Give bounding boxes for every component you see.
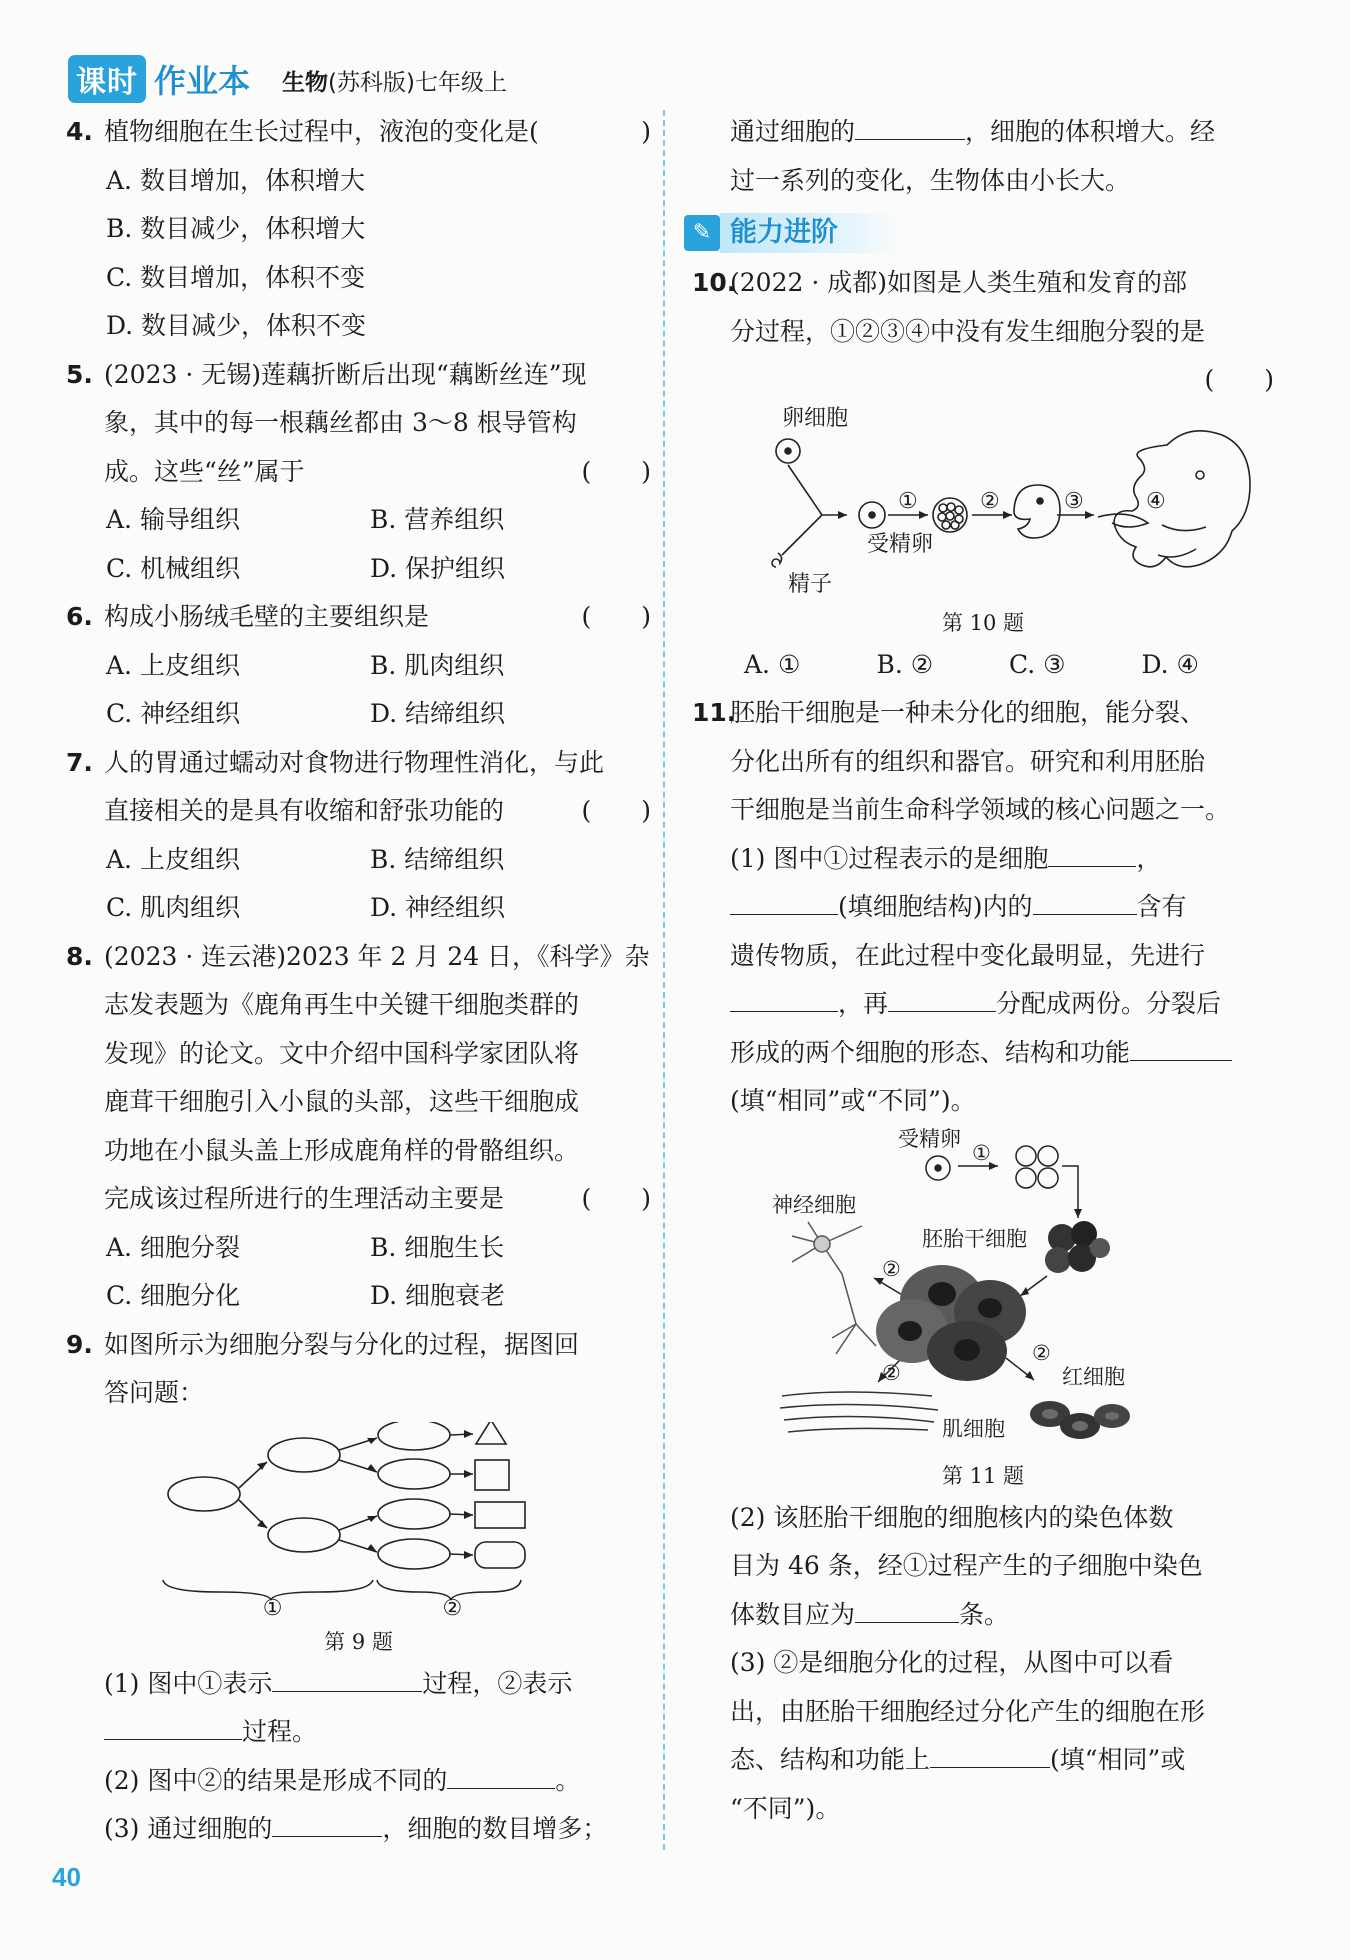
- question-number: 4.: [66, 117, 93, 146]
- subquestion-1: (1) 图中①表示 过程，②表示: [66, 1660, 651, 1709]
- question-number: 9.: [66, 1329, 93, 1359]
- stem-cell-label: 胚胎干细胞: [922, 1226, 1027, 1251]
- option-d: D. ④: [1141, 649, 1199, 679]
- muscle-cell-label: 肌细胞: [942, 1416, 1005, 1441]
- morula: [933, 498, 967, 532]
- nerve-cell-label: 神经细胞: [772, 1192, 856, 1217]
- stem-cell-figure: [762, 1126, 1262, 1466]
- subquestion-2-line3: 体数目应为 条。: [692, 1591, 1274, 1640]
- cell-2: [378, 1459, 450, 1489]
- answer-paren: ( ): [1204, 365, 1274, 394]
- answer-paren: ( ): [581, 796, 651, 825]
- step-2-label: ②: [882, 1256, 901, 1281]
- answer-blank[interactable]: [730, 985, 838, 1012]
- question-line: (2023 · 连云港)2023 年 2 月 24 日，《科学》杂: [104, 941, 650, 971]
- subquestion-3-line2: 出，由胚胎干细胞经过分化产生的细胞在形: [730, 1696, 1206, 1726]
- parent-cell: [168, 1477, 240, 1511]
- question-stem: 构成小肠绒毛壁的主要组织是: [104, 602, 430, 631]
- question-line: 功地在小鼠头盖上形成鹿角样的骨骼组织。: [104, 1135, 580, 1165]
- subquestion-3-end: 过一系列的变化，生物体由小长大。: [730, 165, 1131, 195]
- nerve-cell-drawing: [792, 1222, 876, 1354]
- left-column: [66, 108, 651, 1854]
- question-number: 10.: [692, 268, 737, 297]
- step-3-label: ③: [1064, 488, 1084, 514]
- answer-blank[interactable]: [447, 1762, 555, 1789]
- answer-blank[interactable]: [1130, 1034, 1232, 1061]
- triangle-cell: [476, 1422, 506, 1444]
- answer-blank[interactable]: [272, 1810, 382, 1837]
- step-2-label: ②: [882, 1360, 901, 1385]
- question-10: [692, 259, 1274, 405]
- muscle-cell-drawing: [780, 1392, 938, 1432]
- egg-label: 卵细胞: [782, 405, 849, 431]
- question-line: 分化出所有的组织和器官。研究和利用胚胎: [730, 746, 1206, 776]
- section-header: [684, 211, 1274, 255]
- stage-label-2: ②: [442, 1595, 463, 1621]
- column-divider: [663, 110, 665, 1850]
- answer-paren: ( ): [581, 456, 651, 486]
- subquestion-1-cont: 过程。: [66, 1708, 651, 1757]
- question-line: 直接相关的是具有收缩和舒张功能的: [104, 796, 505, 825]
- step-2-label: ②: [980, 488, 1000, 514]
- question-8: [66, 933, 651, 1224]
- figure-caption: 第 10 题: [941, 610, 1025, 635]
- brand-title: 作业本: [154, 62, 251, 100]
- subject-rest: (苏科版)七年级上: [328, 70, 507, 96]
- question-11: [692, 689, 1274, 835]
- answer-blank[interactable]: [104, 1713, 242, 1740]
- answer-blank[interactable]: [855, 113, 965, 140]
- morula-dark: [1045, 1221, 1110, 1273]
- subquestion-1-line2: (填细胞结构)内的 含有: [692, 883, 1274, 932]
- question-number: 5.: [66, 359, 93, 389]
- answer-blank[interactable]: [1048, 840, 1136, 867]
- page-number: 40: [52, 1862, 81, 1892]
- question-line: 干细胞是当前生命科学领域的核心问题之一。: [730, 795, 1231, 824]
- question-number: 8.: [66, 941, 93, 971]
- question-stem: 植物细胞在生长过程中，液泡的变化是(: [104, 117, 539, 146]
- question-line: (2022 · 成都)如图是人类生殖和发育的部: [730, 268, 1187, 297]
- subquestion-3-cont: 通过细胞的 ，细胞的体积增大。经: [692, 108, 1274, 157]
- option-row: [692, 641, 1274, 690]
- subject-label: [282, 64, 507, 97]
- option-row: C. 细胞分化 D. 细胞衰老: [106, 1281, 506, 1310]
- question-6: [66, 593, 651, 642]
- cell-division-diagram: [159, 1422, 559, 1602]
- cell-3: [378, 1499, 450, 1529]
- rounded-cell: [475, 1542, 525, 1568]
- option-c: C. ③: [1009, 649, 1066, 679]
- embryo: [1014, 485, 1060, 538]
- red-cell-label: 红细胞: [1062, 1364, 1125, 1389]
- answer-blank[interactable]: [730, 888, 838, 915]
- question-4: [66, 108, 651, 157]
- sperm: [772, 553, 782, 567]
- option-row: A. 上皮组织 B. 结缔组织: [106, 844, 505, 874]
- series-logo: [68, 56, 250, 102]
- brand-box: 课时: [68, 55, 146, 103]
- cell-4: [378, 1539, 450, 1569]
- pencil-icon: ✎: [684, 215, 720, 251]
- subquestion-3: (3) ②是细胞分化的过程，从图中可以看: [730, 1648, 1174, 1677]
- subquestion-1-line4: ，再 分配成两份。分裂后: [692, 980, 1274, 1029]
- daughter-cell-bottom: [268, 1518, 340, 1552]
- option-a: A. ①: [744, 649, 801, 679]
- subquestion-3-line3: 态、结构和功能上 (填“相同”或: [692, 1736, 1274, 1785]
- option-c: C. 数目增加，体积不变: [106, 262, 366, 292]
- question-number: 6.: [66, 602, 93, 631]
- zygote-label: 受精卵: [867, 531, 934, 557]
- zygote-label: 受精卵: [898, 1126, 961, 1151]
- question-line: 成。这些“丝”属于: [104, 456, 305, 486]
- square-cell: [475, 1460, 509, 1490]
- fetus: [1098, 430, 1250, 566]
- step-1-label: ①: [898, 488, 918, 514]
- option-a: A. 数目增加，体积增大: [106, 165, 365, 195]
- question-line: 完成该过程所进行的生理活动主要是: [104, 1184, 505, 1213]
- figure-caption: 第 11 题: [941, 1463, 1025, 1488]
- right-column: [692, 108, 1274, 1833]
- question-line: 象，其中的每一根藕丝都由 3～8 根导管构: [104, 408, 577, 437]
- option-row: C. 神经组织 D. 结缔组织: [106, 699, 506, 728]
- diagram-labels: [66, 1594, 651, 1624]
- answer-blank[interactable]: [930, 1741, 1050, 1768]
- answer-blank[interactable]: [888, 985, 996, 1012]
- answer-paren: ( ): [581, 602, 651, 631]
- subquestion-1-line5: 形成的两个细胞的形态、结构和功能: [692, 1029, 1274, 1078]
- stage-label-1: ①: [262, 1595, 283, 1621]
- step-1-label: ①: [972, 1140, 991, 1165]
- human-development-figure: [722, 405, 1262, 605]
- option-d: D. 数目减少，体积不变: [106, 311, 367, 340]
- subquestion-1: (1) 图中①过程表示的是细胞 ，: [692, 835, 1274, 884]
- question-line: 发现》的论文。文中介绍中国科学家团队将: [104, 1038, 580, 1068]
- red-blood-cells: [1030, 1401, 1130, 1439]
- section-title: 能力进阶: [720, 213, 898, 253]
- question-line: 如图所示为细胞分裂与分化的过程，据图回: [104, 1329, 580, 1359]
- subquestion-3-line4: “不同”)。: [730, 1793, 841, 1823]
- answer-blank[interactable]: [1033, 888, 1137, 915]
- question-line: 胚胎干细胞是一种未分化的细胞，能分裂、: [730, 698, 1206, 727]
- option-row: C. 肌肉组织 D. 神经组织: [106, 893, 506, 922]
- subquestion-1-line6: (填“相同”或“不同”)。: [730, 1086, 976, 1115]
- option-row: A. 细胞分裂 B. 细胞生长: [106, 1232, 505, 1262]
- option-row: A. 输导组织 B. 营养组织: [106, 505, 505, 534]
- question-line: 答问题：: [104, 1378, 205, 1407]
- question-5: [66, 351, 651, 497]
- answer-paren: ( ): [581, 1184, 651, 1213]
- subquestion-1-line3: 遗传物质，在此过程中变化最明显，先进行: [730, 940, 1206, 970]
- subquestion-3: (3) 通过细胞的 ，细胞的数目增多；: [66, 1805, 651, 1854]
- answer-blank[interactable]: [272, 1665, 422, 1692]
- four-cell-stage: [1016, 1146, 1058, 1188]
- question-number: 7.: [66, 747, 93, 777]
- answer-blank[interactable]: [855, 1596, 959, 1623]
- option-row: C. 机械组织 D. 保护组织: [106, 553, 506, 583]
- subquestion-2: (2) 该胚胎干细胞的细胞核内的染色体数: [730, 1502, 1174, 1532]
- option-b: B. ②: [876, 649, 934, 679]
- subject-bold: 生物: [282, 70, 328, 96]
- question-number: 11.: [692, 698, 737, 727]
- sperm-label: 精子: [788, 571, 833, 597]
- question-line: 分过程，①②③④中没有发生细胞分裂的是: [730, 316, 1206, 346]
- option-b: B. 数目减少，体积增大: [106, 214, 366, 243]
- question-line: 鹿茸干细胞引入小鼠的头部，这些干细胞成: [104, 1087, 580, 1116]
- question-9: [66, 1321, 651, 1418]
- step-4-label: ④: [1146, 488, 1166, 514]
- question-line: (2023 · 无锡)莲藕折断后出现“藕断丝连”现: [104, 359, 587, 389]
- question-line: 人的胃通过蠕动对食物进行物理性消化，与此: [104, 747, 605, 777]
- subquestion-2-line2: 目为 46 条，经①过程产生的子细胞中染色: [730, 1551, 1203, 1580]
- figure-caption: 第 9 题: [324, 1629, 393, 1654]
- question-line: 志发表题为《鹿角再生中关键干细胞类群的: [104, 990, 580, 1019]
- rect-cell: [475, 1502, 525, 1528]
- answer-paren-close: ): [641, 117, 651, 146]
- option-row: A. 上皮组织 B. 肌肉组织: [106, 650, 505, 680]
- cell-1: [378, 1422, 450, 1450]
- step-2-label: ②: [1032, 1340, 1051, 1365]
- subquestion-2: (2) 图中②的结果是形成不同的 。: [66, 1757, 651, 1806]
- question-7: [66, 739, 651, 836]
- daughter-cell-top: [268, 1438, 340, 1472]
